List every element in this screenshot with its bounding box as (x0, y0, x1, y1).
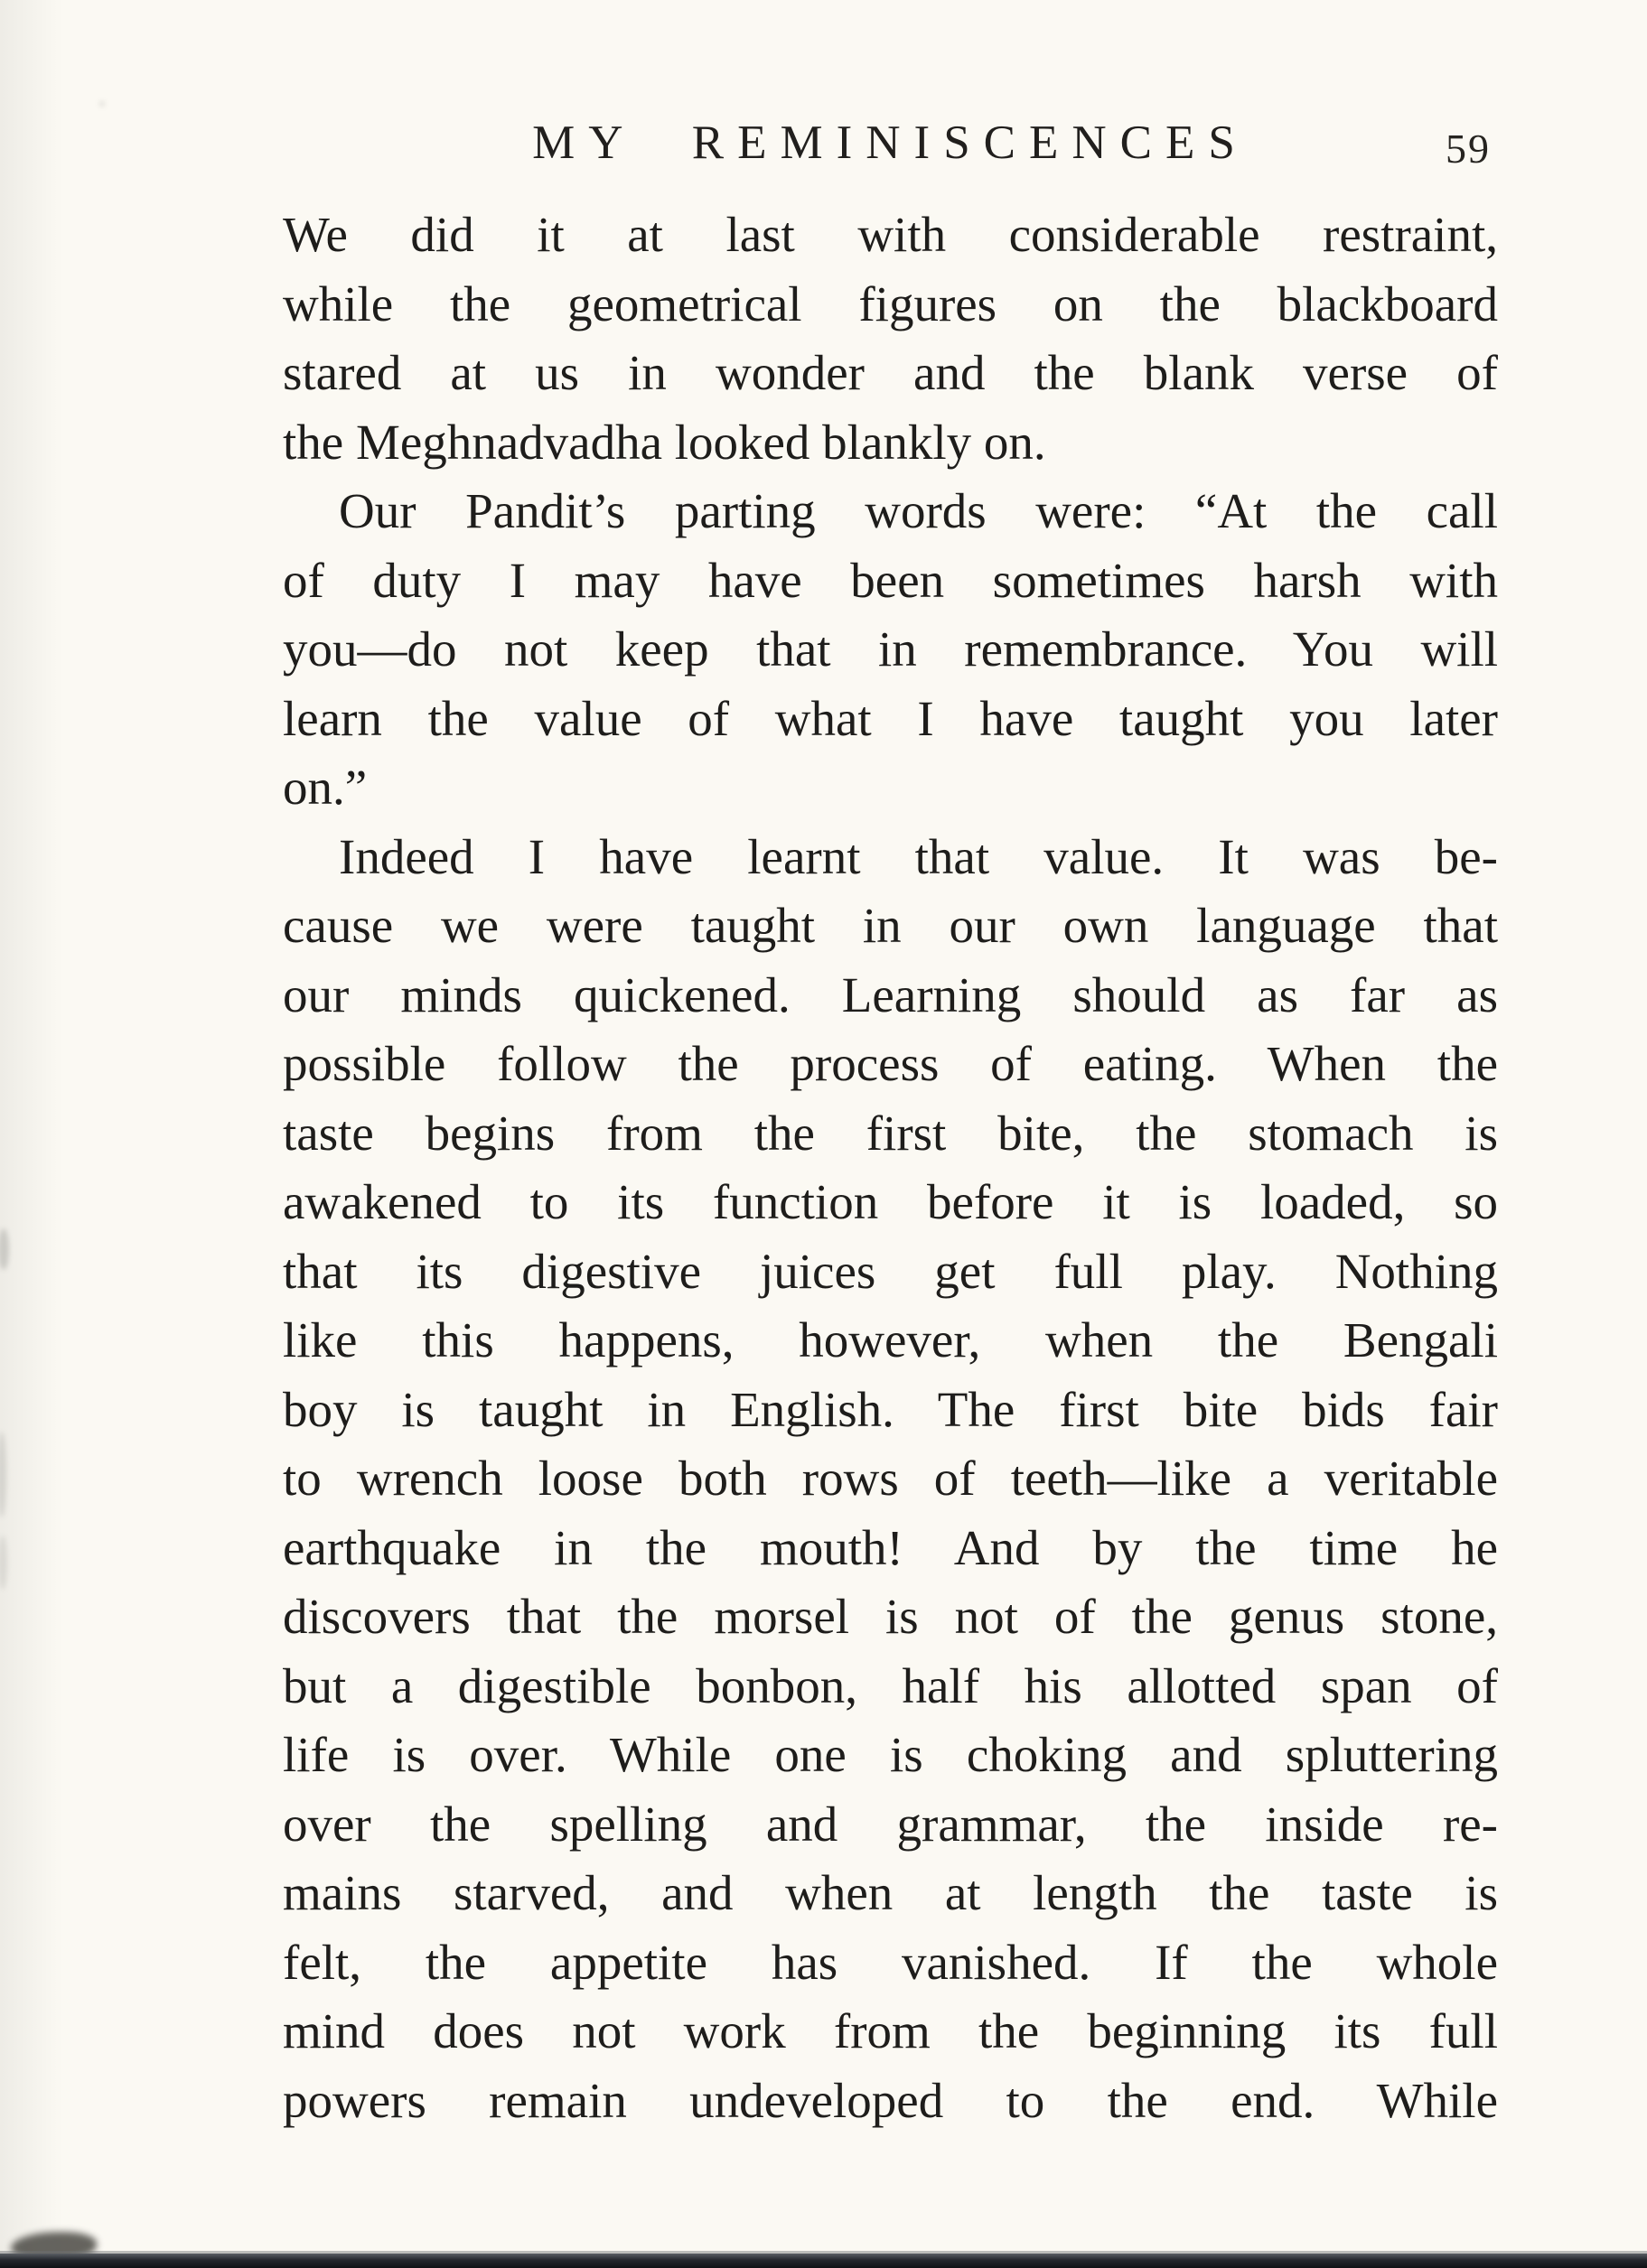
text-line: but a digestible bonbon, half his allotted span of (283, 1657, 1498, 1713)
scan-edge-mark (0, 1228, 9, 1270)
text-line: life is over. While one is choking and spluttering (283, 1727, 1498, 1782)
paragraph (283, 823, 1498, 2136)
text-line: you—do not keep that in remembrance. You will (283, 621, 1498, 677)
text-line: felt, the appetite has vanished. If the whole (283, 1934, 1498, 1990)
text-line: boy is taught in English. The first bite bids fair (283, 1381, 1498, 1437)
text-line: learn the value of what I have taught you later (283, 690, 1498, 746)
scan-edge-bar (0, 2254, 1647, 2268)
text-line: the Meghnadvadha looked blankly on. (283, 414, 1046, 470)
text-line: awakened to its function before it is loaded, so (283, 1174, 1498, 1229)
text-line: possible follow the process of eating. When the (283, 1036, 1498, 1091)
text-line: We did it at last with considerable restraint, (283, 207, 1498, 262)
text-line: powers remain undeveloped to the end. While (283, 2072, 1498, 2128)
text-line: discovers that the morsel is not of the genus stone, (283, 1589, 1498, 1644)
text-line: earthquake in the mouth! And by the time he (283, 1519, 1498, 1575)
scan-speck (99, 101, 105, 107)
text-line: of duty I may have been sometimes harsh with (283, 552, 1498, 608)
text-line: like this happens, however, when the Bengali (283, 1312, 1498, 1367)
text-line: Indeed I have learnt that value. It was be- (339, 828, 1498, 884)
paragraph (283, 201, 1498, 477)
text-line: over the spelling and grammar, the inside re- (283, 1796, 1498, 1852)
text-line: mains starved, and when at length the taste is (283, 1865, 1498, 1920)
text-block (283, 201, 1498, 2135)
text-line: taste begins from the first bite, the stomach is (283, 1105, 1498, 1161)
scan-edge-mark (0, 1432, 6, 1517)
paragraph (283, 477, 1498, 823)
text-line: Our Pandit’s parting words were: “At the call (339, 483, 1498, 538)
text-line: while the geometrical figures on the blackboard (283, 275, 1498, 331)
page-header (283, 116, 1498, 179)
text-line: stared at us in wonder and the blank verse of (283, 345, 1498, 400)
text-line: on.” (283, 760, 368, 815)
text-line: our minds quickened. Learning should as far as (283, 966, 1498, 1022)
page-number: 59 (1446, 126, 1491, 172)
text-line: cause we were taught in our own language that (283, 898, 1498, 953)
text-line: that its digestive juices get full play. Nothing (283, 1243, 1498, 1299)
scan-edge-mark (0, 1535, 7, 1590)
text-line: to wrench loose both rows of teeth—like a veritable (283, 1451, 1498, 1506)
running-title: MY REMINISCENCES (532, 117, 1249, 169)
text-line: mind does not work from the beginning its full (283, 2003, 1498, 2058)
